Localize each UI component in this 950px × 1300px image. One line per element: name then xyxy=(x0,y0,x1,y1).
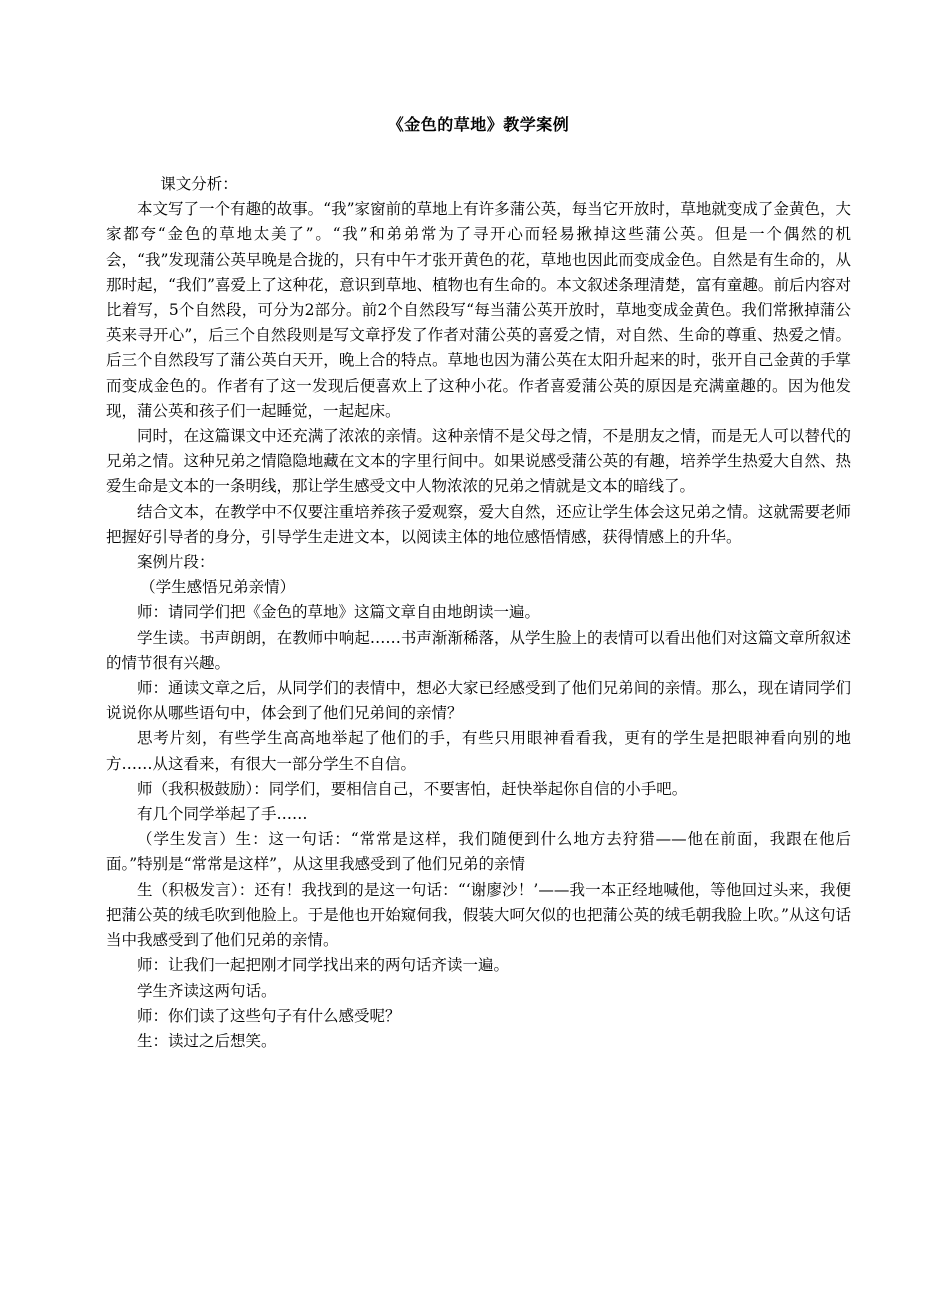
body-paragraph: 学生齐读这两句话。 xyxy=(137,981,277,1000)
section-label-case: 案例片段： xyxy=(137,553,215,572)
document-page xyxy=(106,114,851,1054)
dialogue-line: 生：读过之后想笑。 xyxy=(137,1031,277,1050)
document-title: 《金色的草地》教学案例 xyxy=(387,115,570,134)
body-paragraph: 结合文本，在教学中不仅要注重培养孩子爱观察，爱大自然，还应让学生体会这兄弟之情。这就需要老师把握好引导者的身分，引导学生走进文本，以阅读主体的地位感悟情感，获得情感上的升华。 xyxy=(106,502,851,546)
body-paragraph: 本文写了一个有趣的故事。“我”家窗前的草地上有许多蒲公英，每当它开放时，草地就变成了金黄色，大家都夸“金色的草地太美了”。“我”和弟弟常为了寻开心而轻易揪掉这些蒲公英。但是一个偶然的机会，“我”发现蒲公英早晚是合拢的，只有中午才张开黄色的花，草地也因此而变成金色。自然是有生命的，从那时起，“我们”喜爱上了这种花，意识到草地、植物也有生命的。本文叙述条理清楚，富有童趣。前后内容对比着写，5个自然段，可分为2部分。前2个自然段写“每当蒲公英开放时，草地变成金黄色。我们常揪掉蒲公英来寻开心”，后三个自然段则是写文章抒发了作者对蒲公英的喜爱之情，对自然、生命的尊重、热爱之情。后三个自然段写了蒲公英白天开，晚上合的特点。草地也因为蒲公英在太阳升起来的时，张开自己金黄的手掌而变成金色的。作者有了这一发现后便喜欢上了这种小花。作者喜爱蒲公英的原因是充满童趣的。因为他发现，蒲公英和孩子们一起睡觉，一起起床。 xyxy=(106,200,851,420)
body-paragraph: 学生读。书声朗朗，在教师中响起……书声渐渐稀落，从学生脸上的表情可以看出他们对这篇文章所叙述的情节很有兴趣。 xyxy=(106,628,851,672)
dialogue-line: （学生发言）生：这一句话：“常常是这样，我们随便到什么地方去狩猎——他在前面，我跟在他后面。”特别是“常常是这样”，从这里我感受到了他们兄弟的亲情 xyxy=(106,830,851,874)
body-paragraph: 有几个同学举起了手…… xyxy=(137,805,308,824)
dialogue-line: 师：让我们一起把刚才同学找出来的两句话齐读一遍。 xyxy=(137,956,510,975)
dialogue-line: 生（积极发言）：还有！我找到的是这一句话：“‘谢廖沙！’——我一本正经地喊他，等他回过头来，我便把蒲公英的绒毛吹到他脸上。于是他也开始窥伺我，假装大呵欠似的也把蒲公英的绒毛朝我脸上吹。”从这句话当中我感受到了他们兄弟的亲情。 xyxy=(106,880,851,950)
body-paragraph: 思考片刻，有些学生高高地举起了他们的手，有些只用眼神看看我，更有的学生是把眼神看向别的地方……从这看来，有很大一部分学生不自信。 xyxy=(106,729,851,773)
dialogue-line: 师：你们读了这些句子有什么感受呢？ xyxy=(137,1006,401,1025)
section-label-analysis: 课文分析： xyxy=(160,175,238,193)
dialogue-line: 师（我积极鼓励）：同学们，要相信自己，不要害怕，赶快举起你自信的小手吧。 xyxy=(137,779,688,798)
body-paragraph: 同时，在这篇课文中还充满了浓浓的亲情。这种亲情不是父母之情，不是朋友之情，而是无人可以替代的兄弟之情。这种兄弟之情隐隐地藏在文本的字里行间中。如果说感受蒲公英的有趣，培养学生热爱大自然、热爱生命是文本的一条明线，那让学生感受文中人物浓浓的兄弟之情就是文本的暗线了。 xyxy=(106,427,851,496)
dialogue-line: 师：请同学们把《金色的草地》这篇文章自由地朗读一遍。 xyxy=(137,603,541,622)
section-subtitle: （学生感悟兄弟亲情） xyxy=(140,578,296,597)
dialogue-line: 师：通读文章之后，从同学们的表情中，想必大家已经感受到了他们兄弟间的亲情。那么，现在请同学们说说你从哪些语句中，体会到了他们兄弟间的亲情？ xyxy=(106,679,851,723)
